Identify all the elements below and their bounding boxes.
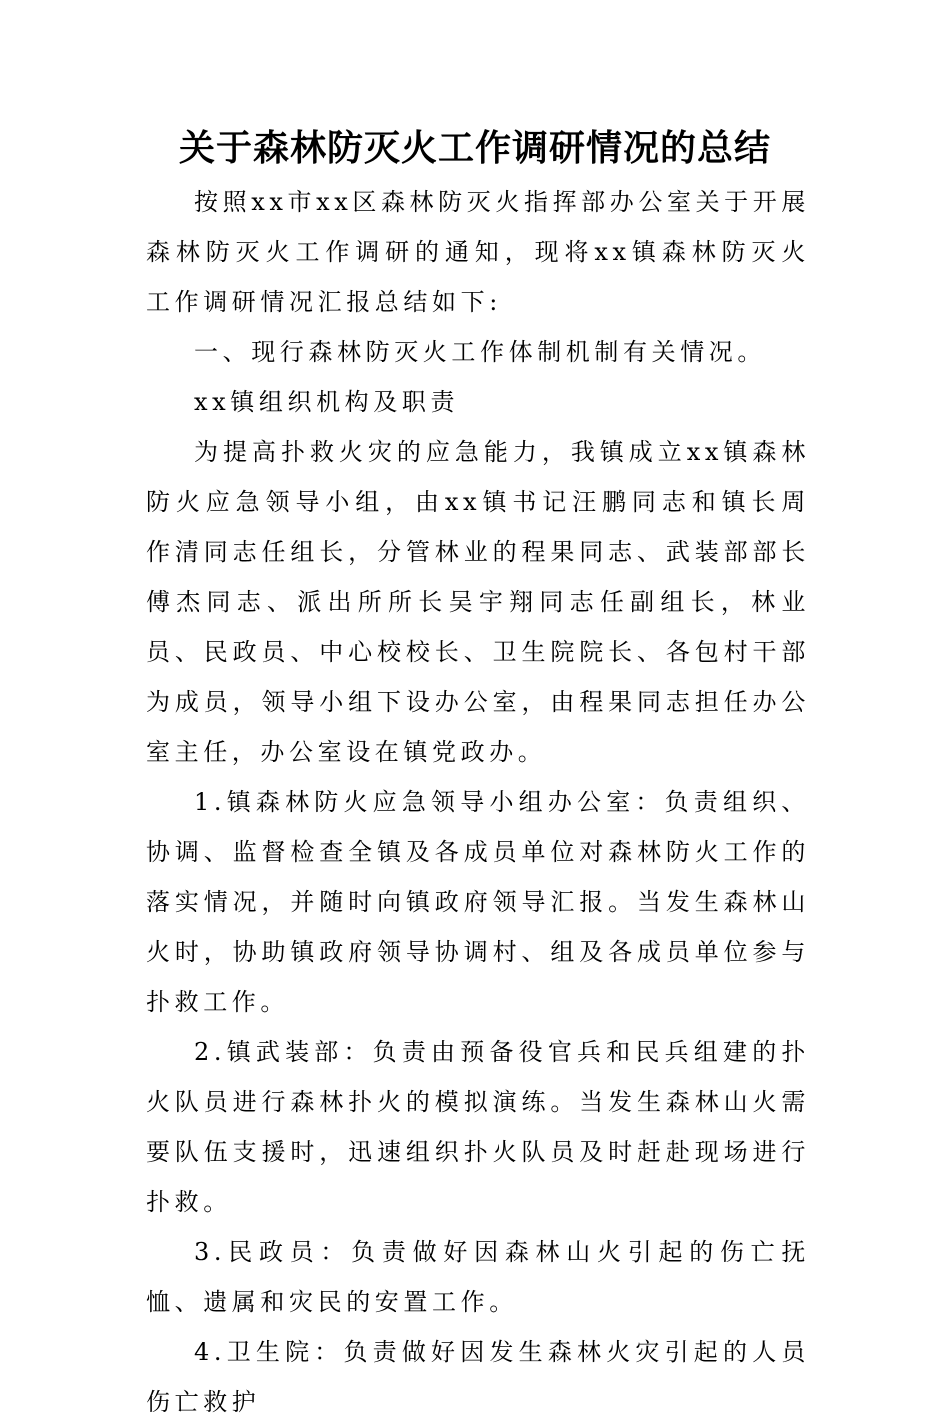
paragraph-organization: 为提高扑救火灾的应急能力，我镇成立xx镇森林防火应急领导小组，由xx镇书记汪鹏同志和镇长周作清同志任组长，分管林业的程果同志、武装部部长傅杰同志、派出所所长吴宇翔同志任副组长，林业员、民政员、中心校校长、卫生院院长、各包村干部为成员，领导小组下设办公室，由程果同志担任办公室主任，办公室设在镇党政办。: [146, 438, 810, 766]
section-heading-1: 一、现行森林防灭火工作体制机制有关情况。: [194, 338, 766, 366]
paragraph-item-2: 2.镇武装部：负责由预备役官兵和民兵组建的扑火队员进行森林扑火的模拟演练。当发生森林山火需要队伍支援时，迅速组织扑火队员及时赶赴现场进行扑救。: [146, 1038, 810, 1216]
paragraph-intro: 按照xx市xx区森林防灭火指挥部办公室关于开展森林防灭火工作调研的通知，现将xx镇森林防灭火工作调研情况汇报总结如下:: [146, 188, 810, 316]
paragraph-item-4: 4.卫生院：负责做好因发生森林火灾引起的人员伤亡救护: [146, 1338, 810, 1416]
subsection-heading: xx镇组织机构及职责: [194, 388, 460, 416]
document-body: [146, 177, 810, 1427]
paragraph-item-3: 3.民政员：负责做好因森林山火引起的伤亡抚恤、遗属和灾民的安置工作。: [146, 1238, 810, 1316]
paragraph-item-1: 1.镇森林防火应急领导小组办公室：负责组织、协调、监督检查全镇及各成员单位对森林防火工作的落实情况，并随时向镇政府领导汇报。当发生森林山火时，协助镇政府领导协调村、组及各成员单位参与扑救工作。: [146, 788, 810, 1016]
document-title: 关于森林防灭火工作调研情况的总结: [178, 127, 771, 169]
